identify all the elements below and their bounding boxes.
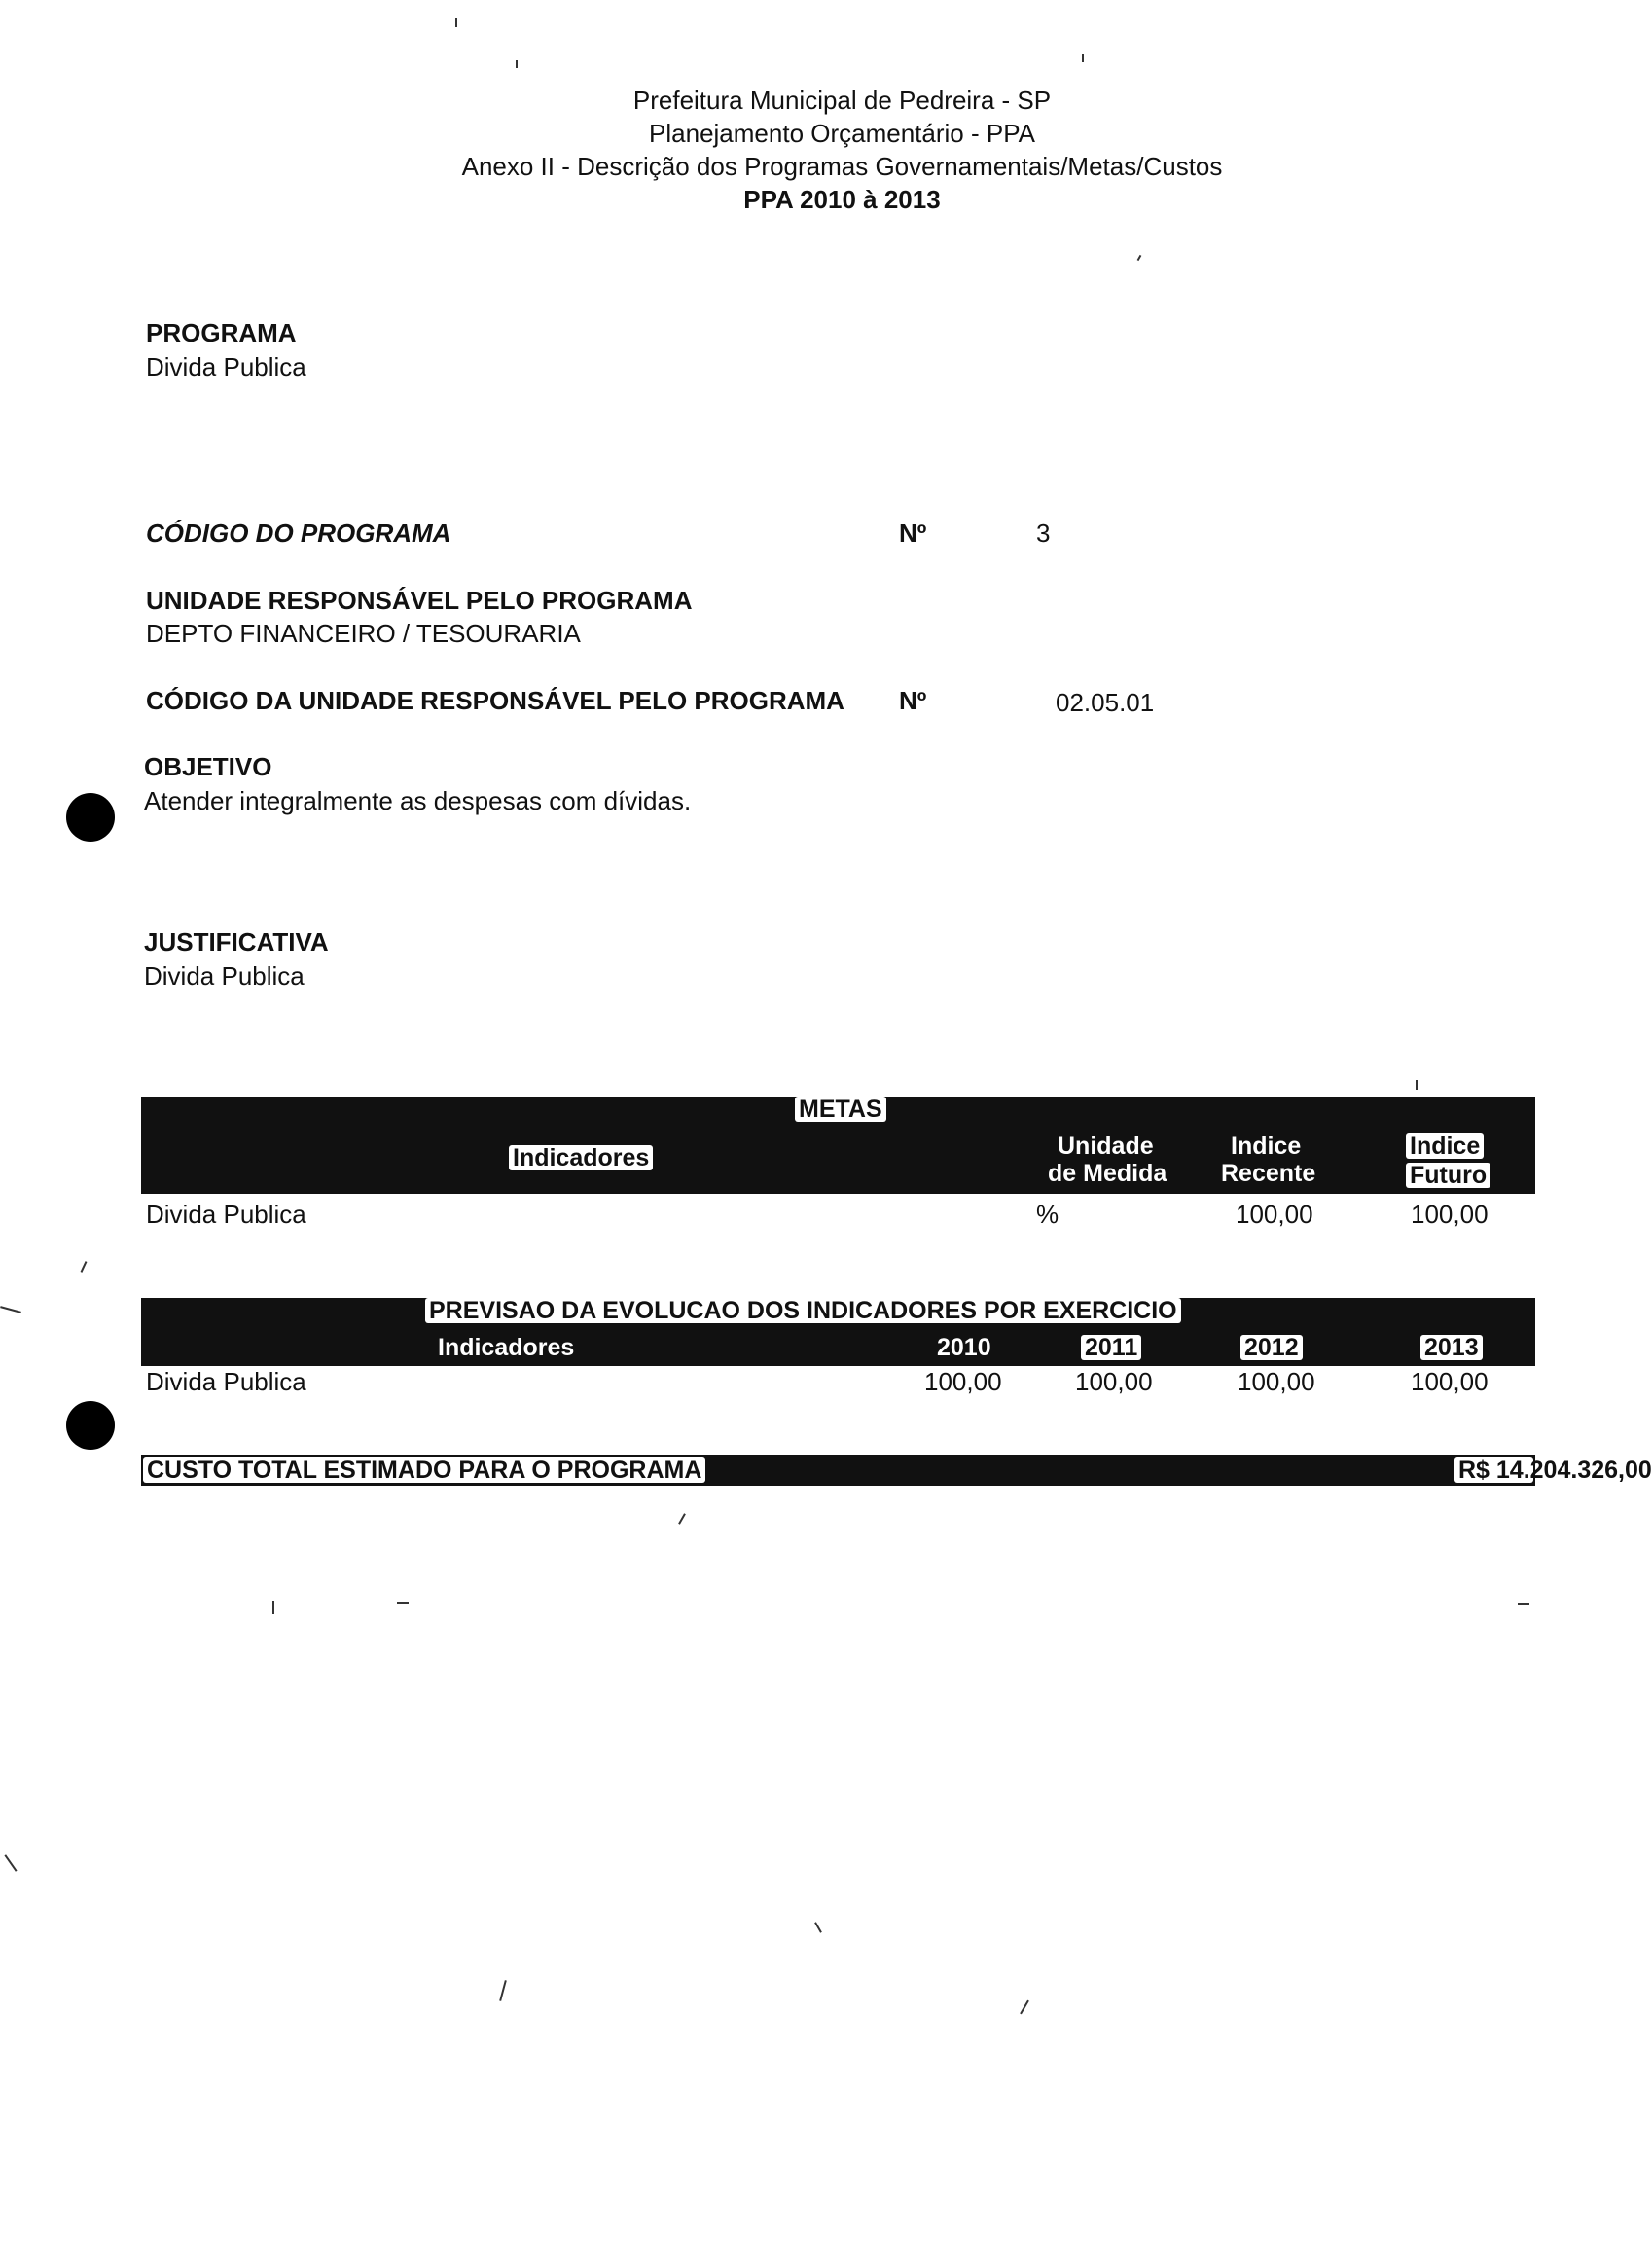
programa-value: Divida Publica — [146, 352, 306, 381]
metas-row-futuro: 100,00 — [1411, 1200, 1489, 1229]
metas-col-recente-line-1: Indice — [1231, 1133, 1302, 1160]
scan-speck — [4, 1854, 17, 1872]
metas-header-bar — [141, 1097, 1535, 1194]
custo-total-label: CUSTO TOTAL ESTIMADO PARA O PROGRAMA — [143, 1457, 705, 1483]
custo-total-value: R$ 14.204.326,00 — [1454, 1457, 1533, 1483]
metas-col-futuro-line-1: Indice — [1406, 1134, 1484, 1159]
previsao-col-2011: 2011 — [1081, 1335, 1141, 1360]
header-title-line-3: Anexo II - Descrição dos Programas Governamentais/Metas/Custos — [461, 152, 1223, 181]
codigo-programa-label: CÓDIGO DO PROGRAMA — [146, 519, 451, 548]
codigo-programa-num-label: Nº — [899, 519, 927, 548]
custo-total-bar — [141, 1455, 1652, 1486]
metas-col-futuro-line-2: Futuro — [1406, 1163, 1490, 1188]
metas-row-unidade: % — [1036, 1200, 1059, 1229]
metas-col-unidade-line-2: de Medida — [1048, 1160, 1167, 1187]
previsao-col-indicadores: Indicadores — [438, 1334, 575, 1361]
scan-speck — [1137, 255, 1142, 261]
scan-speck — [678, 1513, 686, 1524]
metas-col-unidade-line-1: Unidade — [1058, 1133, 1154, 1160]
objetivo-label: OBJETIVO — [144, 752, 272, 781]
scan-speck — [81, 1261, 88, 1273]
scan-speck — [0, 1306, 21, 1313]
programa-label: PROGRAMA — [146, 318, 297, 347]
previsao-header-bar — [141, 1298, 1535, 1366]
justificativa-value: Divida Publica — [144, 961, 305, 990]
previsao-row-2010: 100,00 — [924, 1367, 1002, 1396]
unidade-value: DEPTO FINANCEIRO / TESOURARIA — [146, 619, 581, 648]
previsao-title: PREVISAO DA EVOLUCAO DOS INDICADORES POR EXERCICIO — [425, 1298, 1181, 1323]
scan-speck — [397, 1602, 409, 1604]
codigo-programa-value: 3 — [1036, 519, 1051, 548]
header-title-line-2: Planejamento Orçamentário - PPA — [649, 119, 1035, 148]
scan-speck — [1020, 2000, 1029, 2015]
scan-speck — [1082, 54, 1084, 62]
metas-row-recente: 100,00 — [1236, 1200, 1313, 1229]
previsao-col-2010: 2010 — [937, 1334, 991, 1361]
punch-hole-top — [66, 793, 115, 842]
unidade-label: UNIDADE RESPONSÁVEL PELO PROGRAMA — [146, 586, 693, 615]
scan-speck — [272, 1601, 274, 1614]
scan-speck — [1518, 1603, 1529, 1605]
scan-speck — [516, 60, 518, 68]
previsao-col-2012: 2012 — [1240, 1335, 1303, 1360]
codigo-unidade-num-label: Nº — [899, 686, 927, 715]
metas-col-recente-line-2: Recente — [1221, 1160, 1316, 1187]
scan-speck — [1416, 1080, 1418, 1090]
scan-speck — [814, 1922, 822, 1932]
previsao-row-2012: 100,00 — [1238, 1367, 1315, 1396]
metas-title: METAS — [795, 1097, 886, 1122]
previsao-col-2013: 2013 — [1420, 1335, 1483, 1360]
metas-row-indicador: Divida Publica — [146, 1200, 306, 1229]
codigo-unidade-value: 02.05.01 — [1056, 688, 1155, 717]
justificativa-label: JUSTIFICATIVA — [144, 927, 329, 956]
codigo-unidade-label: CÓDIGO DA UNIDADE RESPONSÁVEL PELO PROGRAMA — [146, 686, 844, 715]
previsao-row-2013: 100,00 — [1411, 1367, 1489, 1396]
previsao-row-indicador: Divida Publica — [146, 1367, 306, 1396]
metas-col-indicadores: Indicadores — [509, 1145, 653, 1170]
header-title-line-4: PPA 2010 à 2013 — [743, 185, 941, 214]
punch-hole-bottom — [66, 1401, 115, 1450]
scan-speck — [499, 1980, 507, 2001]
scan-speck — [455, 18, 457, 27]
objetivo-value: Atender integralmente as despesas com dívidas. — [144, 786, 692, 815]
header-title-line-1: Prefeitura Municipal de Pedreira - SP — [632, 86, 1052, 115]
previsao-row-2011: 100,00 — [1075, 1367, 1153, 1396]
